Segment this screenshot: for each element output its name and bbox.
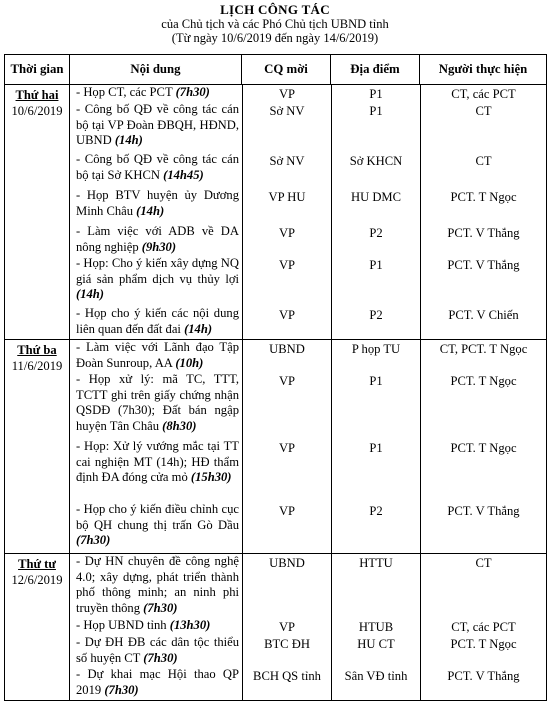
activity-inviting-agency: VP HU xyxy=(242,188,331,224)
activity-location: P2 xyxy=(331,502,420,553)
activity-content xyxy=(70,439,242,502)
activity-inviting-agency: BCH QS tỉnh xyxy=(242,667,331,700)
activity-content xyxy=(70,188,242,224)
day-date: 12/6/2019 xyxy=(11,572,63,587)
document-header xyxy=(0,0,550,45)
day-date: 10/6/2019 xyxy=(11,103,63,118)
activity-content xyxy=(70,306,242,339)
activity-text: - Làm việc với ADB về DA nông nghiệp xyxy=(76,224,239,254)
activity-inviting-agency: Sở NV xyxy=(242,102,331,152)
activity-content xyxy=(70,102,242,152)
activity-time: (7h30) xyxy=(175,85,210,99)
activity-row xyxy=(70,85,546,102)
day-name: Thứ ba xyxy=(17,343,57,357)
document-subtitle: của Chủ tịch và các Phó Chủ tịch UBND tỉnh xyxy=(161,17,389,31)
activity-inviting-agency: VP xyxy=(242,618,331,635)
activity-inviting-agency: VP xyxy=(242,256,331,306)
header-content: Nội dung xyxy=(70,55,242,85)
activity-content xyxy=(70,340,242,372)
activity-row xyxy=(70,439,546,502)
activity-time: (9h30) xyxy=(141,239,177,254)
activity-performer: PCT. V Thắng xyxy=(420,667,546,700)
activity-content xyxy=(70,152,242,188)
activity-time: (14h45) xyxy=(163,167,204,182)
activity-location: P2 xyxy=(331,224,420,256)
activity-content xyxy=(70,618,242,635)
activity-content xyxy=(70,85,242,102)
activity-performer: CT, PCT. T Ngọc xyxy=(420,340,546,372)
day-cell xyxy=(5,340,70,554)
header-inviting-agency: CQ mời xyxy=(242,55,331,85)
activity-inviting-agency: VP xyxy=(242,85,331,102)
activity-location: HU DMC xyxy=(331,188,420,224)
schedule-table xyxy=(4,54,547,701)
activity-row xyxy=(70,372,546,439)
activity-text: - Họp: Xử lý vướng mắc tại TT cai nghiện MT (14h); HĐ thẩm định ĐA đóng cửa mỏ xyxy=(76,439,239,484)
activity-location: P1 xyxy=(331,439,420,502)
activity-time: (7h30) xyxy=(143,650,178,665)
activity-time: (14h) xyxy=(114,133,143,147)
day-activities xyxy=(70,85,547,340)
activity-text: - Họp CT, các PCT xyxy=(76,85,176,99)
activity-time: (7h30) xyxy=(76,533,111,547)
header-time: Thời gian xyxy=(5,55,70,85)
activity-row xyxy=(70,667,546,700)
activity-inviting-agency: VP xyxy=(242,439,331,502)
activity-performer: PCT. V Thắng xyxy=(420,256,546,306)
day-activities xyxy=(70,554,547,701)
activity-inviting-agency: BTC ĐH xyxy=(242,635,331,667)
activity-inviting-agency: VP xyxy=(242,372,331,439)
activity-content xyxy=(70,554,242,618)
activity-time: (14h) xyxy=(184,321,213,336)
activity-location: HU CT xyxy=(331,635,420,667)
activity-inviting-agency: UBND xyxy=(242,554,331,618)
day-activities xyxy=(70,340,547,554)
activity-performer: PCT. T Ngọc xyxy=(420,372,546,439)
activity-location: P1 xyxy=(331,102,420,152)
activity-row xyxy=(70,618,546,635)
activity-content xyxy=(70,224,242,256)
activity-row xyxy=(70,152,546,188)
activity-performer: CT, các PCT xyxy=(420,85,546,102)
activity-row xyxy=(70,102,546,152)
activity-inviting-agency: VP xyxy=(242,224,331,256)
day-name: Thứ hai xyxy=(15,88,59,102)
activity-location: P2 xyxy=(331,306,420,339)
activity-performer: PCT. V Thắng xyxy=(420,224,546,256)
activity-performer: PCT. V Thắng xyxy=(420,502,546,553)
activity-row xyxy=(70,635,546,667)
activity-content xyxy=(70,372,242,439)
activity-row xyxy=(70,502,546,553)
activity-text: - Họp cho ý kiến các nội dung liên quan đến đất đai xyxy=(76,306,239,336)
activity-text: - Họp BTV huyện ủy Dương Minh Châu xyxy=(76,188,239,218)
header-location: Địa điểm xyxy=(331,55,420,85)
activity-time: (10h) xyxy=(175,355,204,370)
activity-location: HTTU xyxy=(331,554,420,618)
activity-text: - Dự khai mạc Hội thao QP 2019 xyxy=(76,667,239,697)
activity-inviting-agency: VP xyxy=(242,306,331,339)
activity-text: - Công bố QĐ về công tác cán bộ tại Sở KHCN xyxy=(76,152,239,182)
document-title: LỊCH CÔNG TÁC xyxy=(220,2,330,17)
activity-performer: PCT. T Ngọc xyxy=(420,635,546,667)
activity-text: - Họp UBND tỉnh xyxy=(76,618,170,632)
activity-performer: PCT. V Chiến xyxy=(420,306,546,339)
activity-row xyxy=(70,554,546,618)
day-cell xyxy=(5,554,70,701)
activity-performer: CT xyxy=(420,554,546,618)
activity-performer: CT xyxy=(420,102,546,152)
activity-row xyxy=(70,224,546,256)
table-header-row xyxy=(5,55,547,85)
activity-row xyxy=(70,188,546,224)
activity-time: (14h) xyxy=(136,203,165,218)
activity-time: (14h) xyxy=(76,287,104,301)
activity-location: P1 xyxy=(331,372,420,439)
activity-inviting-agency: VP xyxy=(242,502,331,553)
day-row xyxy=(5,85,547,340)
activity-text: - Dự HN chuyên đề công nghệ 4.0; xây dựng, phát triển thành phố thông minh; an ninh phi truyền thông xyxy=(76,554,239,615)
activity-text: - Dự ĐH ĐB các dân tộc thiểu số huyện CT xyxy=(76,635,239,665)
day-row xyxy=(5,340,547,554)
day-row xyxy=(5,554,547,701)
activity-location: P1 xyxy=(331,256,420,306)
activity-text: - Làm việc với Lãnh đạo Tập Đoàn Sunroup, AA xyxy=(76,340,239,370)
activity-time: (8h30) xyxy=(162,418,197,433)
activity-location: Sân VĐ tỉnh xyxy=(331,667,420,700)
activity-location: P1 xyxy=(331,85,420,102)
activity-content xyxy=(70,502,242,553)
activity-row xyxy=(70,306,546,339)
activity-location: HTUB xyxy=(331,618,420,635)
activity-performer: PCT. T Ngọc xyxy=(420,188,546,224)
activity-time: (15h30) xyxy=(190,470,232,484)
day-name: Thứ tư xyxy=(18,557,56,571)
activity-text: - Họp xử lý: mã TC, TTT, TCTT ghi trên giấy chứng nhận QSDĐ (7h30); Đất bán ngập huyện Tân Châu xyxy=(76,372,239,433)
activity-time: (13h30) xyxy=(169,618,211,632)
document-period: (Từ ngày 10/6/2019 đến ngày 14/6/2019) xyxy=(171,31,379,45)
activity-location: Sở KHCN xyxy=(331,152,420,188)
activity-text: - Công bố QĐ về công tác cán bộ tại VP Đoàn ĐBQH, HĐND, UBND xyxy=(76,102,239,147)
activity-location: P họp TU xyxy=(331,340,420,372)
activity-inviting-agency: Sở NV xyxy=(242,152,331,188)
day-cell xyxy=(5,85,70,340)
activity-inviting-agency: UBND xyxy=(242,340,331,372)
activity-performer: CT xyxy=(420,152,546,188)
header-performer: Người thực hiện xyxy=(420,55,547,85)
activity-text: - Họp: Cho ý kiến xây dựng NQ giá sản phẩm dịch vụ thủy lợi xyxy=(76,256,239,286)
activity-content xyxy=(70,667,242,700)
activity-text: - Họp cho ý kiến điều chỉnh cục bộ QH chung thị trấn Gò Dầu xyxy=(76,502,239,532)
activity-row xyxy=(70,340,546,372)
activity-time: (7h30) xyxy=(104,682,139,697)
activity-content xyxy=(70,256,242,306)
activity-content xyxy=(70,635,242,667)
day-date: 11/6/2019 xyxy=(11,358,63,373)
activity-performer: CT, các PCT xyxy=(420,618,546,635)
activity-performer: PCT. T Ngọc xyxy=(420,439,546,502)
activity-time: (7h30) xyxy=(143,600,178,615)
activity-row xyxy=(70,256,546,306)
